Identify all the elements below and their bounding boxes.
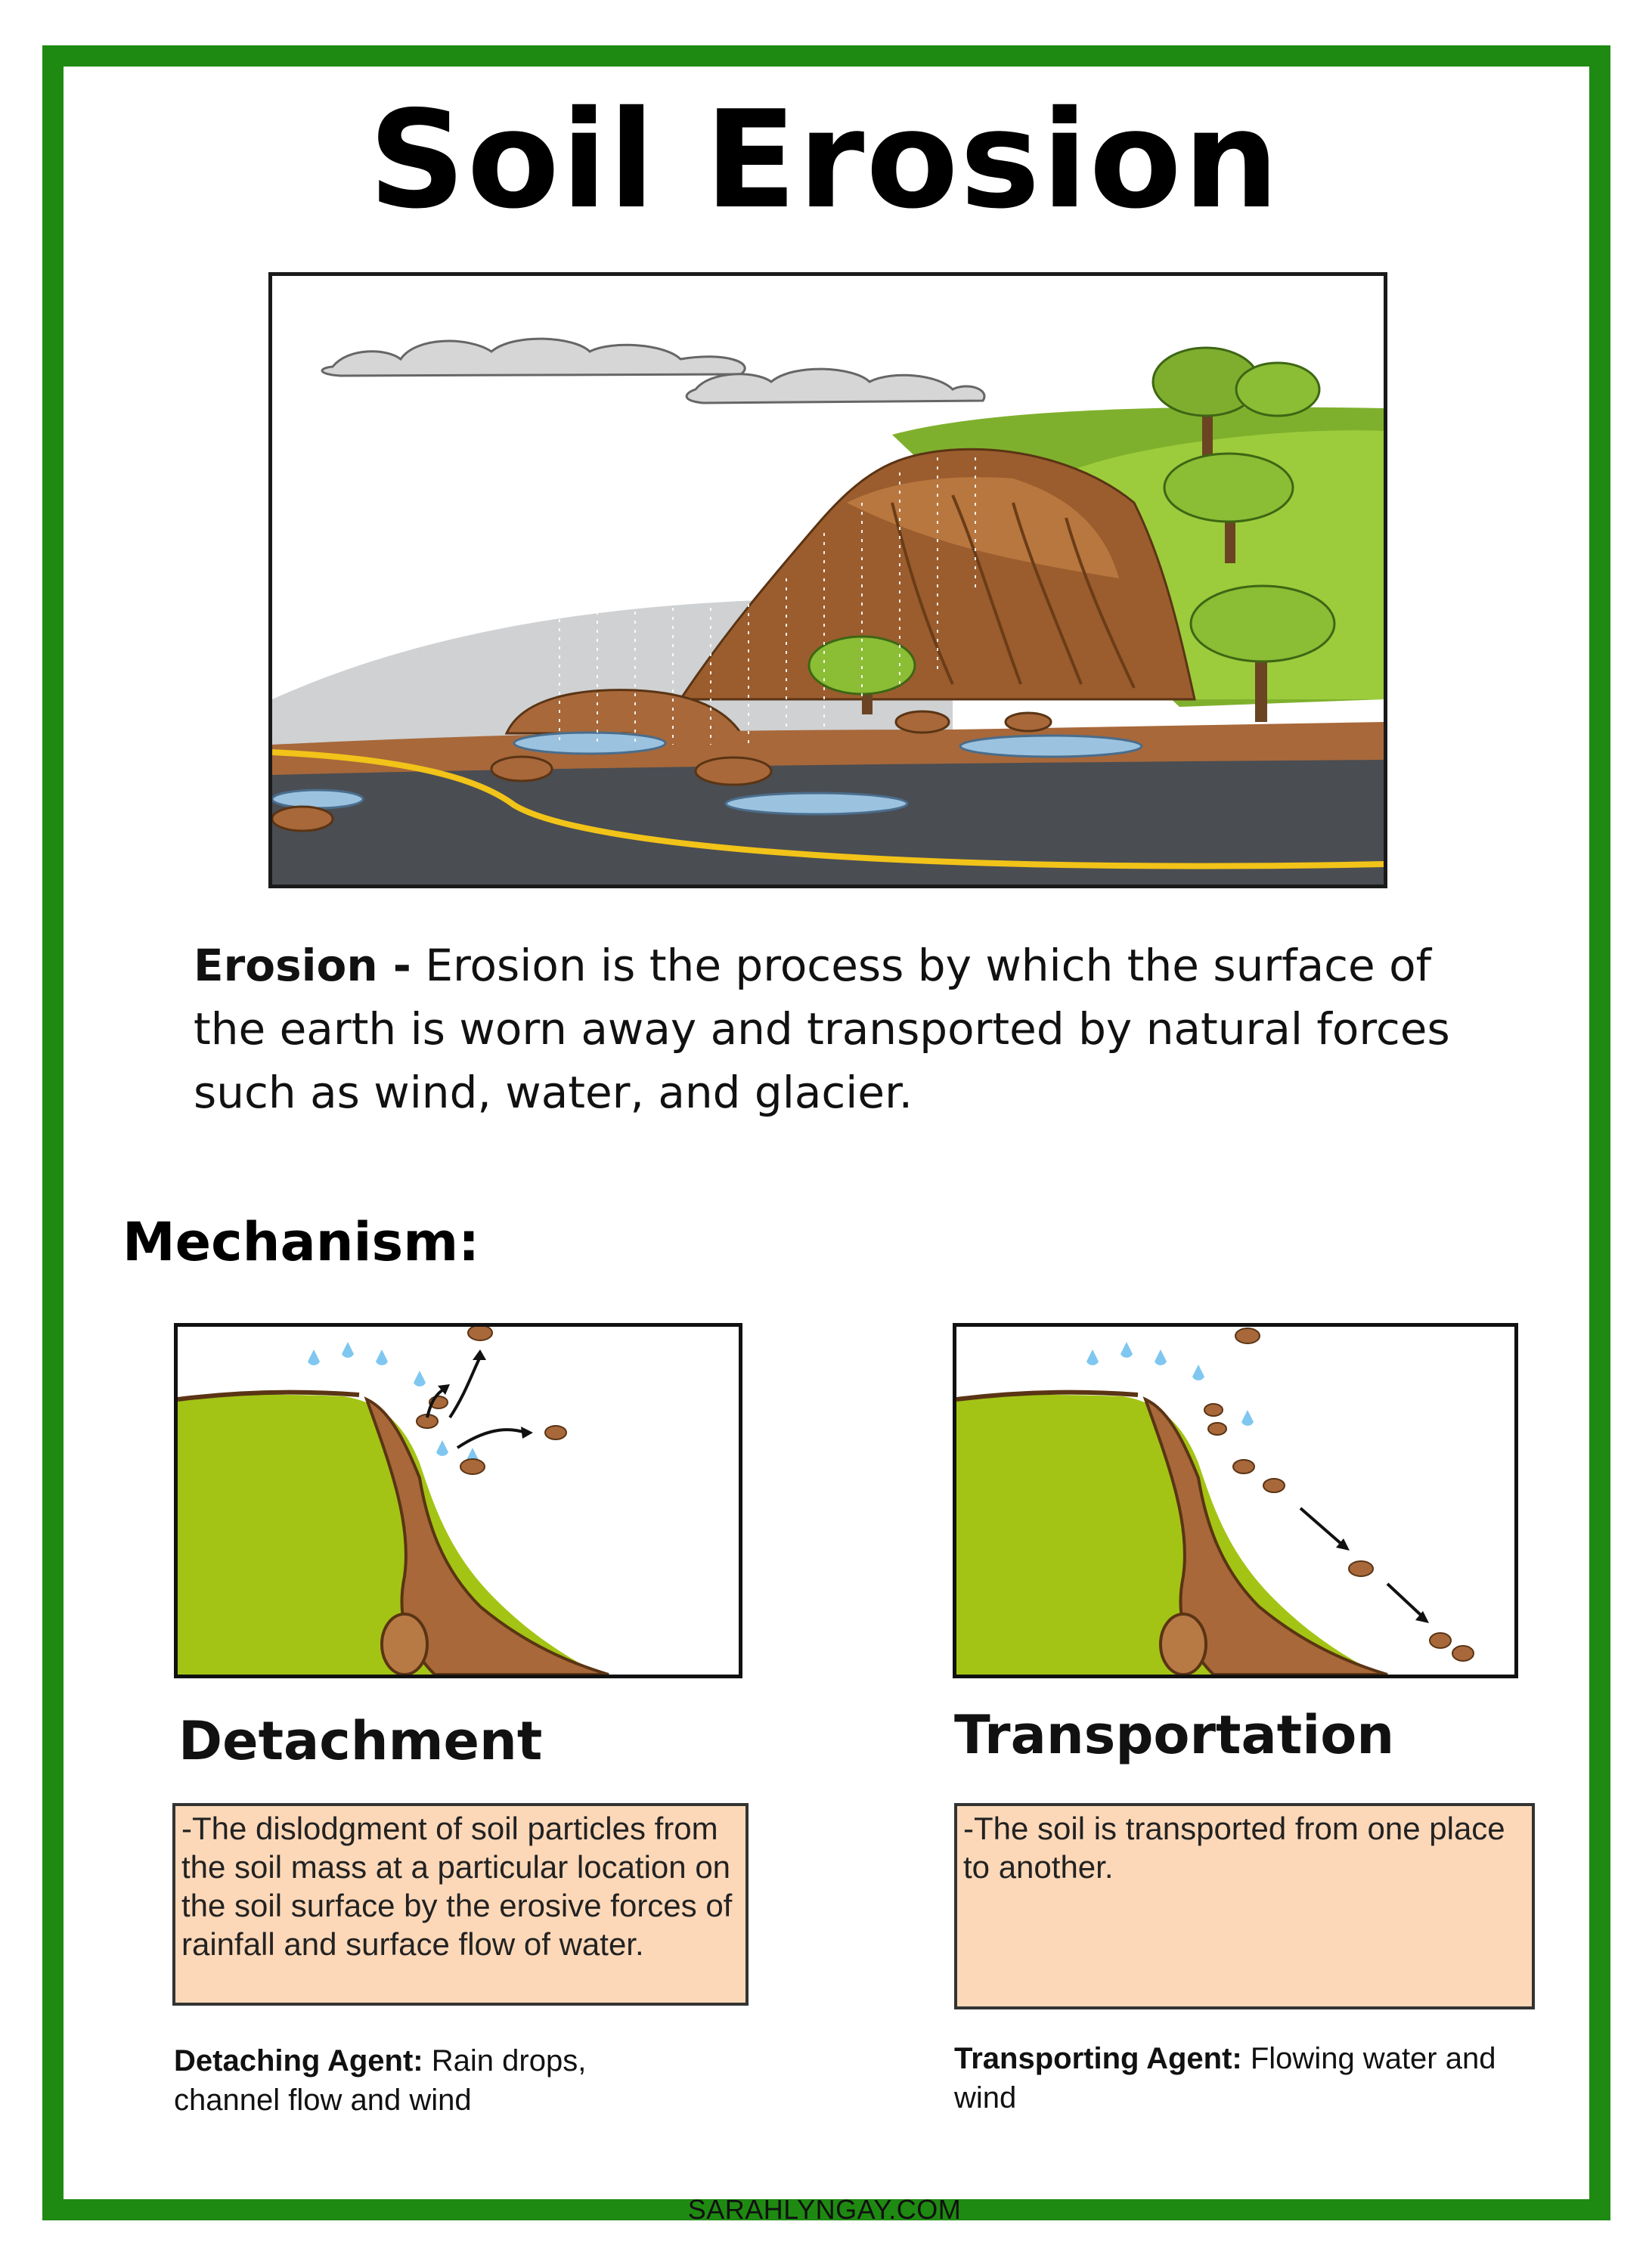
website-footer: SARAHLYNGAY.COM xyxy=(687,2194,962,2225)
detaching-agent-label: Detaching Agent: xyxy=(174,2044,423,2077)
detachment-illustration xyxy=(174,1323,742,1678)
detaching-agent-value: Rain drops, channel flow and wind xyxy=(174,2044,587,2117)
transportation-description: -The soil is transported from one place to another. xyxy=(954,1803,1535,2009)
page-title: Soil Erosion xyxy=(368,82,1281,238)
detachment-title: Detachment xyxy=(178,1710,543,1772)
detachment-description: -The dislodgment of soil particles from the soil mass at a particular location on the soil surface by the erosive forces of rainfall and surface flow of water. xyxy=(172,1803,749,2006)
transporting-agent-value: Flowing water and wind xyxy=(954,2042,1496,2115)
transporting-agent-label: Transporting Agent: xyxy=(954,2042,1242,2075)
transporting-agent xyxy=(954,2039,1529,2118)
erosion-definition xyxy=(194,934,1494,1124)
mechanism-heading: Mechanism: xyxy=(122,1211,480,1273)
transportation-title: Transportation xyxy=(954,1704,1395,1766)
transportation-illustration xyxy=(953,1323,1518,1678)
detaching-agent xyxy=(174,2041,688,2120)
erosion-landscape-illustration xyxy=(268,272,1387,888)
definition-text: Erosion is the process by which the surface of the earth is worn away and transported by natural forces such as wind, water, and glacier. xyxy=(194,940,1450,1118)
definition-term: Erosion - xyxy=(194,940,411,991)
